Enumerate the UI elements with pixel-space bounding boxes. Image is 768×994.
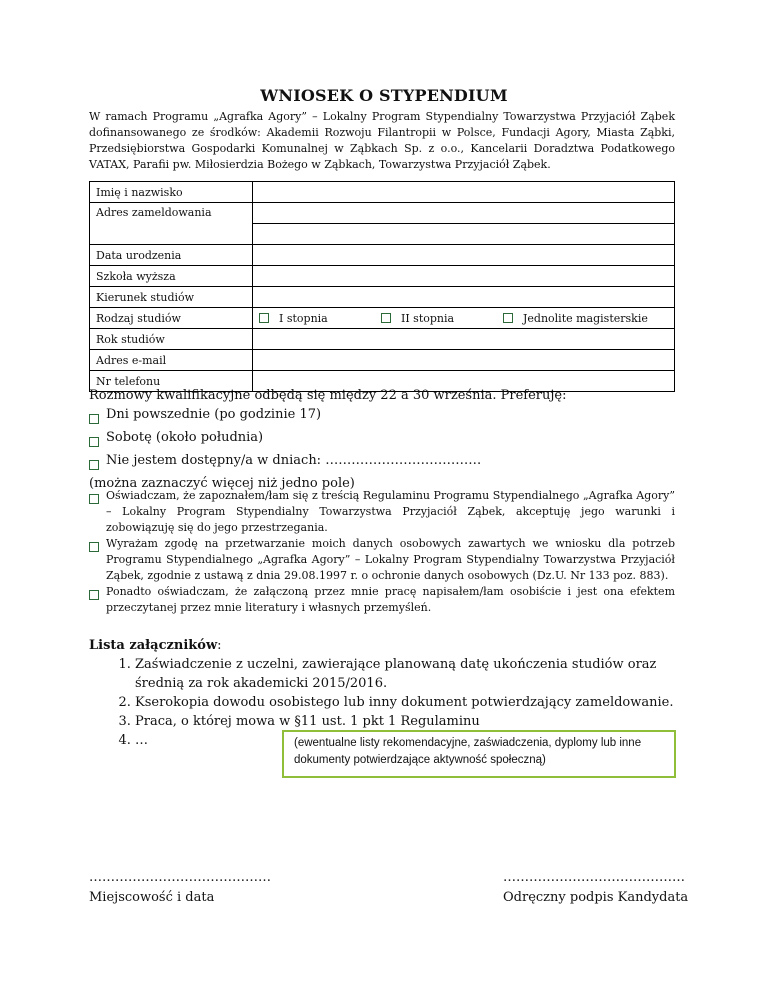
field-name[interactable] [253,182,675,203]
field-email[interactable] [253,350,675,371]
list-item: 3. Praca, o której mowa w §11 ust. 1 pkt 1 Regulaminu [135,712,675,731]
label-birth-date: Data urodzenia [90,245,253,266]
label-major: Kierunek studiów [90,287,253,308]
intro-paragraph: W ramach Programu „Agrafka Agory” – Lokalny Program Stypendialny Towarzystwa Przyjaciół Ząbek dofinansowanego ze środków: Akademii Rozwoju Filantropii w Polsce, Fundacji Agory, Miasta Ząbki, Przedsiębiorstwa Gospodarki Komunalnej w Ząbkach Sp. z o.o., Kancelarii Doradztwa Podatkowego VATAX, Parafii pw. Miłosierdzia Bożego w Ząbkach, Towarzystwa Przyjaciół Ząbek. [89,110,675,171]
signature-dots: …………………………………… [503,870,685,885]
interview-note: (można zaznaczyć więcej niż jedno pole) [89,476,355,491]
checkbox-icon[interactable] [89,590,99,600]
checkbox-icon[interactable] [89,542,99,552]
list-item: 1. Zaświadczenie z uczelni, zawierające planowaną datę ukończenia studiów oraz średnią za rok akademicki 2015/2016. [135,655,675,693]
declaration-regulations[interactable]: Oświadczam, że zapoznałem/łam się z treścią Regulaminu Programu Stypendialnego „Agrafka Agory” – Lokalny Program Stypendialny Towarzystwa Przyjaciół Ząbek, akceptuję jego warunki i zobowiązuję się do jego przestrzegania. [89,488,675,536]
checkbox-icon[interactable] [89,414,99,424]
attachments-title: Lista załączników [89,638,218,653]
label-study-year: Rok studiów [90,329,253,350]
attachments-note-box: (ewentualne listy rekomendacyjne, zaświadczenia, dyplomy lub inne dokumenty potwierdzające aktywność społeczną) [282,730,676,778]
declaration-data-processing[interactable]: Wyrażam zgodę na przetwarzanie moich danych osobowych zawartych we wniosku dla potrzeb Programu Stypendialnego „Agrafka Agory” – Lokalny Program Stypendialny Towarzystwa Przyjaciół Ząbek, zgodnie z ustawą z dnia 29.08.1997 r. o ochronie danych osobowych (Dz.U. Nr 133 poz. 883). [89,536,675,584]
place-date-dots: …………………………………… [89,870,271,885]
page-title: WNIOSEK O STYPENDIUM [260,86,508,105]
list-item: 4. … [135,731,675,750]
list-item: 2. Kserokopia dowodu osobistego lub inny dokument potwierdzający zameldowanie. [135,693,675,712]
label-study-type: Rodzaj studiów [90,308,253,329]
checkbox-icon[interactable] [503,313,513,323]
signature-block [503,868,688,908]
option-first-degree[interactable]: I stopnia [253,308,376,329]
label-address: Adres zameldowania [90,203,253,245]
interview-section [89,386,675,493]
label-email: Adres e-mail [90,350,253,371]
field-university[interactable] [253,266,675,287]
interview-option-unavailable[interactable]: Nie jestem dostępny/a w dniach: ……………………………… [89,451,675,474]
field-study-year[interactable] [253,329,675,350]
checkbox-icon[interactable] [89,460,99,470]
checkbox-icon[interactable] [89,437,99,447]
field-address-line-2[interactable] [253,224,675,245]
field-major[interactable] [253,287,675,308]
label-name: Imię i nazwisko [90,182,253,203]
field-address-line-1[interactable] [253,203,675,224]
checkbox-icon[interactable] [259,313,269,323]
label-phone: Nr telefonu [90,371,253,392]
checkbox-icon[interactable] [381,313,391,323]
place-date-block [89,868,271,908]
field-birth-date[interactable] [253,245,675,266]
declarations-section [89,488,675,616]
label-university: Szkoła wyższa [90,266,253,287]
declaration-own-work[interactable]: Ponadto oświadczam, że załączoną przez mnie pracę napisałem/łam osobiście i jest ona efektem przeczytanej przez mnie literatury i własnych przemyśleń. [89,584,675,616]
interview-heading: Rozmowy kwalifikacyjne odbędą się między 22 a 30 września. Preferuję: [89,388,567,403]
option-unified-master[interactable]: Jednolite magisterskie [497,308,675,329]
interview-option-weekdays[interactable]: Dni powszednie (po godzinie 17) [89,405,675,428]
checkbox-icon[interactable] [89,494,99,504]
place-date-label: Miejscowość i data [89,890,215,905]
application-form-table [89,181,675,392]
attachments-section: Lista załączników: 1. Zaświadczenie z uczelni, zawierające planowaną datę ukończenia studiów oraz średnią za rok akademicki 2015/2016. 2. Kserokopia dowodu osobistego lub inny dokument potwierdzający zameldowanie. 3. Praca, o której mowa w §11 ust. 1 pkt 1 Regulaminu 4. … [89,636,675,750]
signature-label: Odręczny podpis Kandydata [503,890,689,905]
option-second-degree[interactable]: II stopnia [375,308,497,329]
interview-option-saturday[interactable]: Sobotę (około południa) [89,428,675,451]
